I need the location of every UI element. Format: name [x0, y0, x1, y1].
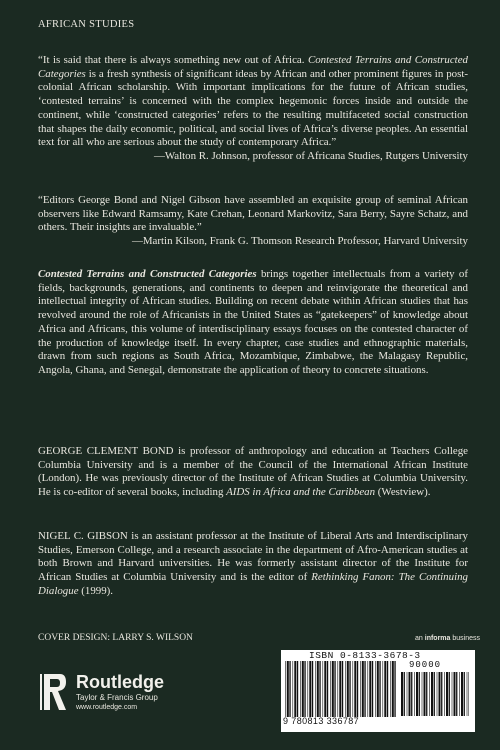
ean-digits: 9 780813 336787: [283, 716, 360, 726]
book-description: Contested Terrains and Constructed Categories brings together intellectuals from a variety of fields, backgrounds, generations, and continents to deepen and reinvigorate the theoretical and intellectual integrity of African studies. Building on recent debate within African studies that has revolved around the role of Africanists in the United States as “gatekeepers” of knowledge about Africa and Africans, this volume of interdisciplinary essays focuses on the contested character of the production of knowledge itself. In every chapter, case studies and ethnographic materials, drawn from such regions as South Africa, Mozambique, Zimbabwe, the Malagasy Republic, Angola, Ghana, and Senegal, demonstrate the application of theory to concrete situations.: [38, 268, 468, 376]
quote-2-attribution: —Martin Kilson, Frank G. Thomson Research Professor, Harvard University: [131, 235, 468, 248]
publisher-logo: [38, 670, 208, 715]
price-code: 90000: [409, 660, 442, 670]
supplement-barcode: [401, 672, 469, 716]
informa-tagline: an informa business: [415, 635, 480, 642]
publisher-group: Taylor & Francis Group: [76, 693, 158, 702]
endorsement-quote-2: [38, 194, 468, 249]
editor-bio-gibson: NIGEL C. GIBSON is an assistant professor at the Institute of Liberal Arts and Interdisciplinary Studies, Emerson College, and a research associate in the department of Afro-American studies at both Brown and Harvard universities. He was formerly assistant director of the Institute for African Studies at Columbia University and is the editor of Rethinking Fanon: The Continuing Dialogue (1999).: [38, 530, 468, 597]
quote-1-text: “It is said that there is always something new out of Africa. Contested Terrains and Constructed Categories is a fresh synthesis of significant ideas by African and other prominent figures in post-colonial African scholarship. With important implications for the future of African studies, ‘contested terrains’ is concerned with the complex hegemonic forces inside and outside the continent, while ‘constructed categories’ refers to the resulting multifaceted social construction that shapes the daily economic, political, and social lives of Africa’s diverse peoples. An essential text for all who are serious about the study of contemporary Africa.”: [38, 54, 468, 149]
cover-design-credit: COVER DESIGN: LARRY S. WILSON: [38, 633, 193, 643]
publisher-name: Routledge: [76, 672, 164, 692]
isbn-number: ISBN 0-8133-3678-3: [309, 650, 421, 661]
publisher-url: www.routledge.com: [76, 704, 138, 711]
quote-1-attribution: —Walton R. Johnson, professor of Africana Studies, Rutgers University: [153, 149, 468, 162]
ean-barcode: [285, 661, 397, 717]
section-label: AFRICAN STUDIES: [38, 19, 135, 30]
routledge-mark-icon: [38, 670, 68, 714]
barcode-panel: [281, 650, 475, 732]
endorsement-quote-1: [38, 54, 468, 164]
quote-2-text: “Editors George Bond and Nigel Gibson have assembled an exquisite group of seminal African observers like Edward Ramsamy, Kate Crehan, Leonard Markovitz, Sara Berry, Sayre Schatz, and others. Their insights are invaluable.”: [38, 194, 468, 234]
editor-bio-bond: GEORGE CLEMENT BOND is professor of anthropology and education at Teachers College Columbia University and is a member of the Council of the International African Institute (London). He was previously director of the Institute of African Studies at Columbia University. He is co-editor of several books, including AIDS in Africa and the Caribbean (Westview).: [38, 445, 468, 499]
